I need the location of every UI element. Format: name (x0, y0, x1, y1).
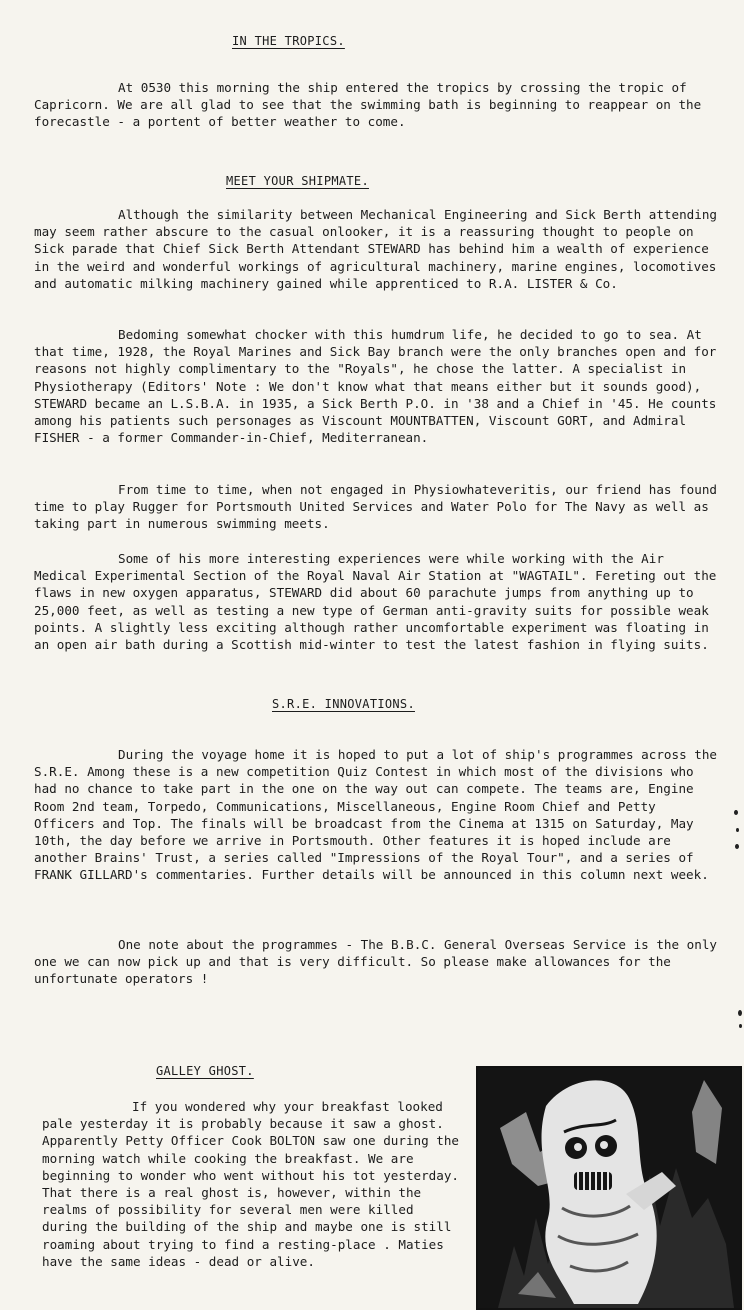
ghost-drawing (478, 1068, 740, 1308)
ink-speck (735, 844, 739, 849)
paragraph-sre-2: One note about the programmes - The B.B.C. General Overseas Service is the only one we can now pick up and that is very difficult. So please make allowances for the unfortunate operators ! (34, 937, 717, 987)
paragraph-galley-ghost: If you wondered why your breakfast looked pale yesterday it is probably because it saw a ghost. Apparently Petty Officer Cook BOLTON saw one during the morning watch while cooking the breakfast. We are beginning to wonder who went without his tot yesterday. That there is a real ghost is, however, within the realms of possibility for several men were killed during the building of the ship and maybe one is still roaming about trying to find a resting-place . Maties have the same ideas - dead or alive. (42, 1099, 460, 1269)
heading-galley-ghost: GALLEY GHOST. (156, 1064, 254, 1078)
heading-in-the-tropics: IN THE TROPICS. (232, 34, 345, 48)
paragraph-shipmate-2: Bedoming somewhat chocker with this humdrum life, he decided to go to sea. At that time, 1928, the Royal Marines and Sick Bay branch were the only branches open and for reasons not highly complimentary to the "Royals", he chose the latter. A specialist in Physiotherapy (Editors' Note : We don't know what that means either but it sounds good), STEWARD became an L.S.B.A. in 1935, a Sick Berth P.O. in '38 and a Chief in '45. He counts among his patients such personages as Viscount MOUNTBATTEN, Viscount GORT, and Admiral FISHER - a former Commander-in-Chief, Mediterranean. (34, 327, 717, 446)
ghost-illustration (476, 1066, 742, 1310)
ink-speck (738, 1010, 742, 1016)
paragraph-shipmate-1: Although the similarity between Mechanical Engineering and Sick Berth attending may seem rather abscure to the casual onlooker, it is a reassuring thought to people on Sick parade that Chief Sick Berth Attendant STEWARD has behind him a wealth of experience in the weird and wonderful workings of agricultural machinery, marine engines, locomotives and automatic milking machinery gained while apprenticed to R.A. LISTER & Co. (34, 207, 717, 291)
ink-speck (739, 1024, 742, 1028)
ink-speck (734, 810, 738, 815)
paragraph-shipmate-3: From time to time, when not engaged in Physiowhateveritis, our friend has found time to play Rugger for Portsmouth United Services and Water Polo for The Navy as well as taking part in numerous swimming meets. (34, 482, 717, 532)
paragraph-sre-1: During the voyage home it is hoped to put a lot of ship's programmes across the S.R.E. Among these is a new competition Quiz Contest in which most of the divisions who had no chance to take part in the one on the way out can compete. The teams are, Engine Room 2nd team, Torpedo, Communications, Miscellaneous, Engine Room Chief and Petty Officers and Top. The finals will be broadcast from the Cinema at 1315 on Saturday, May 10th, the day before we arrive in Portsmouth. Other features it is hoped include are another Brains' Trust, a series called "Impressions of the Royal Tour", and a series of FRANK GILLARD's commentaries. Further details will be announced in this column next week. (34, 747, 717, 883)
paragraph-tropics: At 0530 this morning the ship entered the tropics by crossing the tropic of Capricorn. We are all glad to see that the swimming bath is beginning to reappear on the forecastle - a portent of better weather to come. (34, 80, 702, 130)
heading-meet-your-shipmate: MEET YOUR SHIPMATE. (226, 174, 369, 188)
ink-speck (736, 828, 739, 832)
paragraph-shipmate-4: Some of his more interesting experiences were while working with the Air Medical Experimental Section of the Royal Naval Air Station at "WAGTAIL". Fereting out the flaws in new oxygen apparatus, STEWARD did about 60 parachute jumps from anything up to 25,000 feet, as well as testing a new type of German anti-gravity suits for possible weak points. A slightly less exciting although rather uncomfortable experiment was floating in an open air bath during a Scottish mid-winter to test the latest fashion in flying suits. (34, 551, 717, 653)
print-specks (730, 800, 744, 1040)
heading-sre-innovations: S.R.E. INNOVATIONS. (272, 697, 415, 711)
